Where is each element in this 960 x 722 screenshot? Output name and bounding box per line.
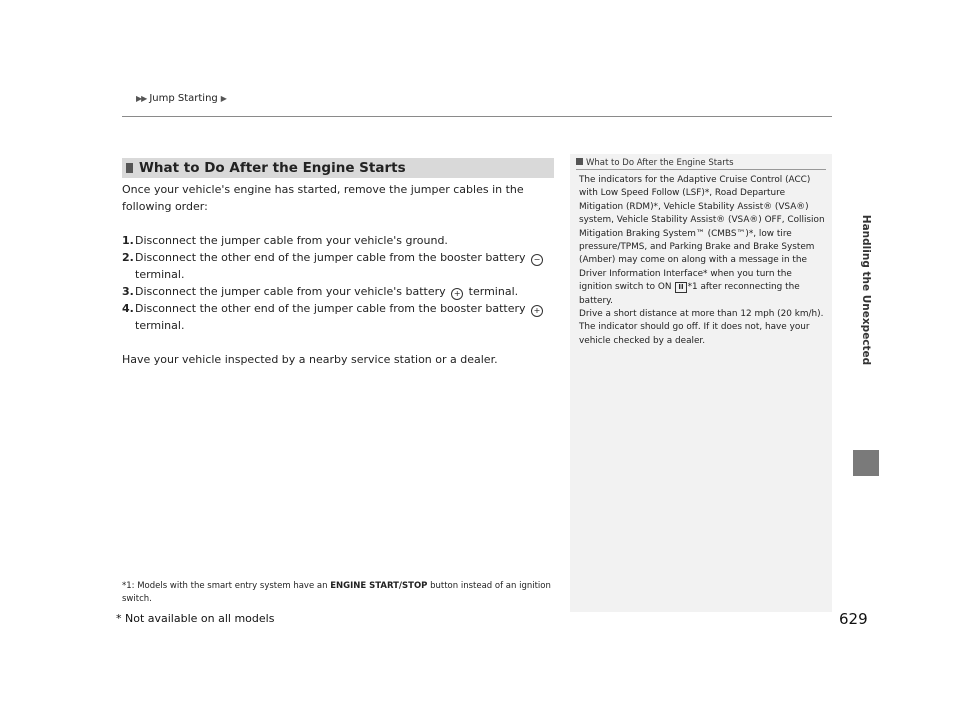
step-text-end: terminal. [468,285,519,298]
footnote-prefix: *1: Models with the smart entry system have an [122,581,328,591]
footnote [122,580,554,606]
side-tab-label: Handling the Unexpected [860,214,872,366]
note-body [579,174,827,348]
note-text: Drive a short distance at more than 12 mph (20 km/h). The indicator should go off. If it does not, have your vehicle checked by a dealer. [579,309,824,346]
step-text-end: terminal. [135,268,185,281]
page-number: 629 [839,610,868,628]
note-panel [570,154,832,612]
outro-paragraph: Have your vehicle inspected by a nearby service station or a dealer. [122,353,498,366]
reference-icon [576,158,583,165]
step-number: 1. [122,234,134,247]
chevron-right-icon: ▶▶ [136,94,147,103]
intro-paragraph: Once your vehicle's engine has started, remove the jumper cables in the following order: [122,183,524,213]
ignition-switch-icon: II [675,282,686,293]
note-title [576,158,826,170]
chevron-right-icon: ▶ [220,94,226,103]
step-item [122,232,554,249]
step-number: 2. [122,251,134,264]
step-text: Disconnect the jumper cable from your vehicle's battery [135,285,446,298]
note-text: *1 after reconnecting the battery. [579,282,800,306]
step-text: Disconnect the other end of the jumper cable from the booster battery [135,302,526,315]
positive-terminal-icon: + [531,305,543,317]
step-item [122,249,554,283]
section-heading-text: What to Do After the Engine Starts [139,160,406,176]
step-number: 4. [122,302,134,315]
side-tab [853,132,879,448]
step-text: Disconnect the jumper cable from your vehicle's ground. [135,234,448,247]
positive-terminal-icon: + [451,288,463,300]
footnote-button-name: ENGINE START/STOP [330,581,428,591]
section-heading [122,158,554,178]
section-marker-icon [126,163,133,173]
step-number: 3. [122,285,134,298]
footnote-suffix: button instead of an ignition switch. [122,581,551,604]
breadcrumb [136,93,226,104]
main-content [122,181,554,368]
side-tab-marker [853,450,879,476]
step-text-end: terminal. [135,319,185,332]
negative-terminal-icon: − [531,254,543,266]
step-item [122,283,554,300]
availability-note: * Not available on all models [116,612,275,625]
note-title-text: What to Do After the Engine Starts [586,158,734,168]
note-text: The indicators for the Adaptive Cruise Control (ACC) with Low Speed Follow (LSF)*, Road Departure Mitigation (RDM)*, Vehicle Stability Assist® (VSA®) system, Vehicle Stability Assist® (VSA®) OFF, Collision Mitigation Braking System™ (CMBS™)*, low tire pressure/TPMS, and Parking Brake and Brake System (Amber) may come on along with a message in the Driver Information Interface* when you turn the ignition switch to ON [579,175,825,293]
header-rule [122,116,832,117]
step-text: Disconnect the other end of the jumper cable from the booster battery [135,251,526,264]
breadcrumb-label: Jump Starting [149,93,218,104]
step-item [122,300,554,334]
